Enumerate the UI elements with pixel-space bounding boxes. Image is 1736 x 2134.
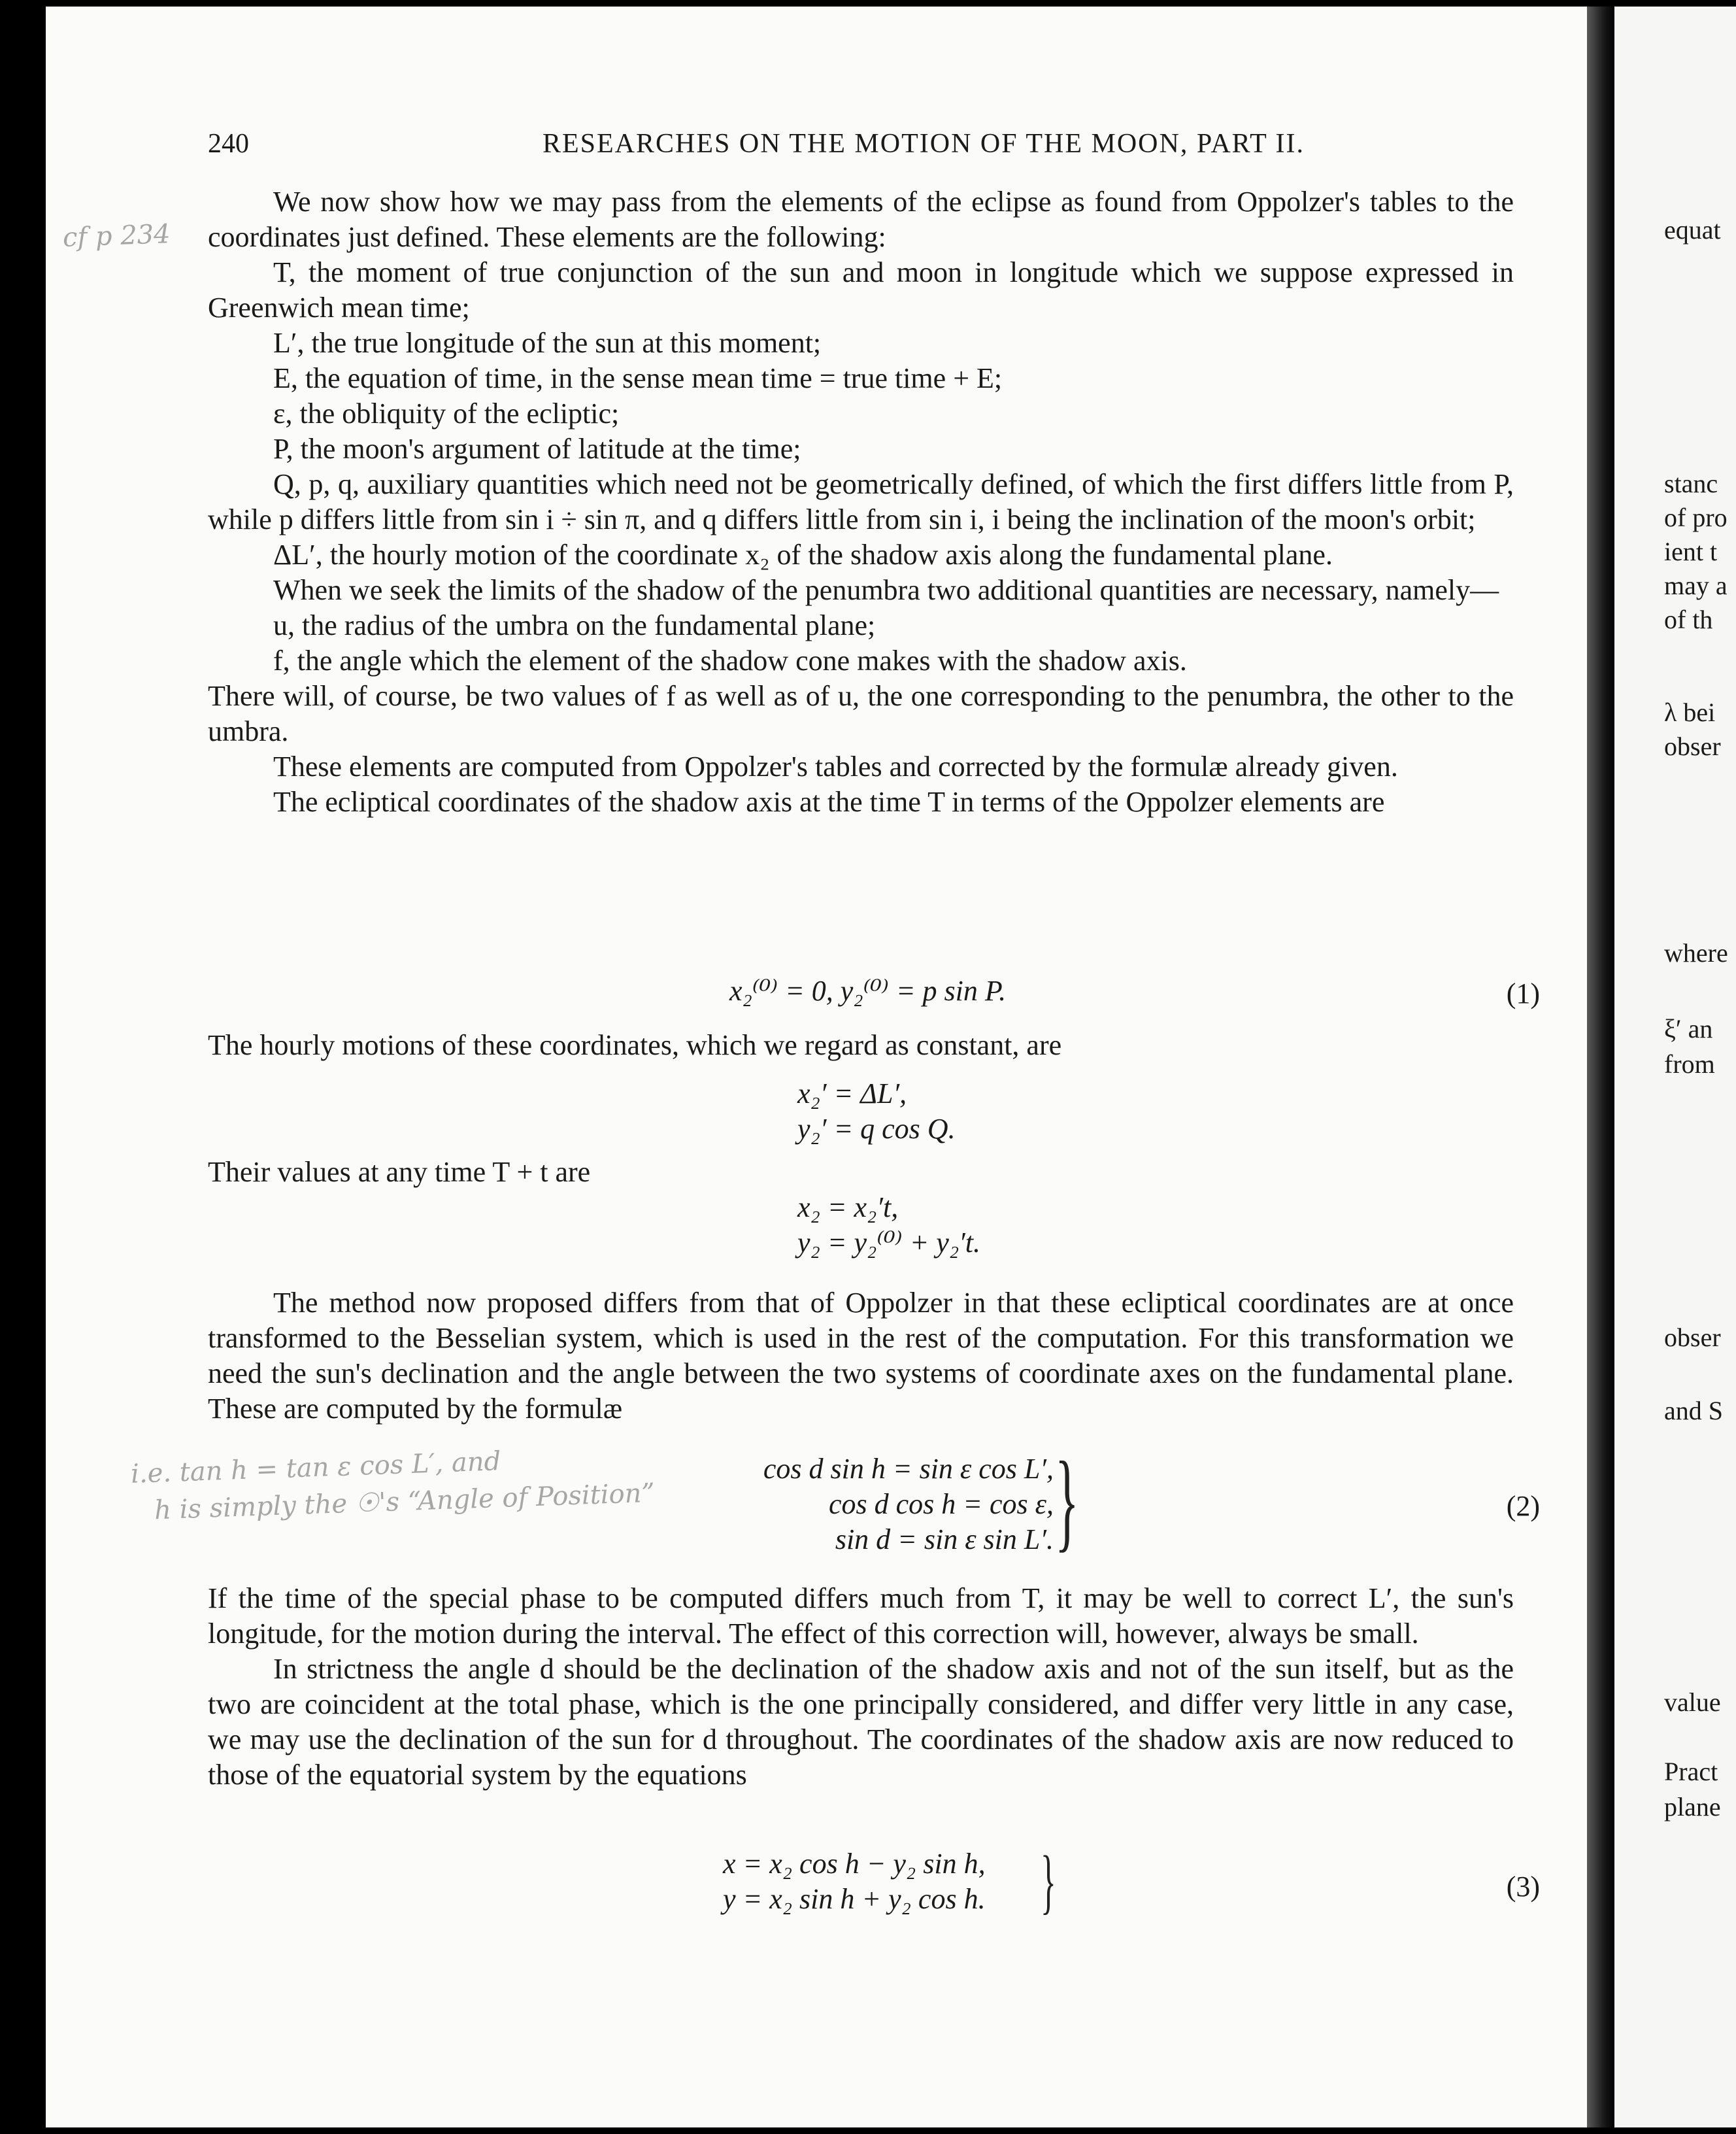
text-block-correction: [208, 1581, 1514, 1793]
equation-values: [797, 1190, 980, 1261]
paragraph: There will, of course, be two values of f as well as of u, the one corresponding to the penumbra, the other to the umbra.: [208, 680, 1514, 747]
equation-line: y = x₂ sin h + y₂ cos h.: [723, 1883, 986, 1915]
paragraph: These elements are computed from Oppolzer's tables and corrected by the formulæ already given.: [273, 751, 1398, 783]
book-gutter: [1587, 7, 1614, 2127]
text-block-method: [208, 1285, 1514, 1427]
paragraph: If the time of the special phase to be computed differs much from T, it may be well to correct L′, the sun's longitude, for the motion during the interval. The effect of this correction will, however, always be small.: [208, 1582, 1514, 1650]
facing-fragment: and S: [1664, 1396, 1723, 1425]
facing-fragment: ient t: [1664, 537, 1718, 566]
paragraph: E, the equation of time, in the sense mean time = true time + E;: [273, 362, 1003, 394]
equation-line: y₂ = y₂⁽⁰⁾ + y₂′t.: [797, 1227, 980, 1259]
brace-equation-3: }: [1041, 1841, 1056, 1921]
paragraph: u, the radius of the umbra on the fundamental plane;: [273, 609, 876, 641]
equation-number-1: (1): [1506, 977, 1540, 1009]
facing-fragment: from: [1664, 1049, 1715, 1079]
facing-fragment: λ bei: [1664, 698, 1716, 727]
paragraph: The ecliptical coordinates of the shadow axis at the time T in terms of the Oppolzer elements are: [273, 786, 1385, 818]
paragraph: Their values at any time T + t are: [208, 1156, 591, 1188]
margin-note-middle-line1: i.e. tan h = tan ε cos L′, and: [130, 1446, 501, 1489]
paragraph: The method now proposed differs from that of Oppolzer in that these ecliptical coordinates are at once transformed to the Besselian system, which is used in the rest of the computation. For this transformation we need the sun's declination and the angle between the two systems of coordinate axes on the fundamental plane. These are computed by the formulæ: [208, 1287, 1514, 1425]
facing-fragment: may a: [1664, 571, 1728, 600]
facing-page: [1614, 7, 1736, 2127]
paragraph: f, the angle which the element of the shadow cone makes with the shadow axis.: [273, 645, 1187, 677]
paragraph: P, the moon's argument of latitude at the time;: [273, 433, 801, 465]
equation-hourly-motions: [797, 1076, 956, 1147]
paragraph: ε, the obliquity of the ecliptic;: [273, 398, 620, 430]
equation-line: sin d = sin ε sin L′.: [835, 1523, 1054, 1555]
paragraph: Q, p, q, auxiliary quantities which need not be geometrically defined, of which the first differs little from P, while p differs little from sin i ÷ sin π, and q differs little from sin i, i being the inclination of the moon's orbit;: [208, 468, 1514, 535]
equation-line: x₂′ = ΔL′,: [797, 1077, 907, 1109]
facing-fragment: plane: [1664, 1792, 1721, 1821]
paragraph: We now show how we may pass from the elements of the eclipse as found from Oppolzer's tables to the coordinates just defined. These elements are the following:: [208, 186, 1514, 253]
equation-line: y₂′ = q cos Q.: [797, 1113, 956, 1145]
equation-line: x₂ = x₂′t,: [797, 1191, 899, 1223]
facing-fragment: of pro: [1664, 503, 1728, 532]
paragraph: ΔL′, the hourly motion of the coordinate x₂ of the shadow axis along the fundamental plane.: [273, 539, 1333, 571]
facing-fragment: ξ′ an: [1664, 1014, 1713, 1043]
facing-fragment: stanc: [1664, 469, 1718, 498]
paragraph: When we seek the limits of the shadow of the penumbra two additional quantities are necessary, namely—: [273, 574, 1499, 606]
paragraph: T, the moment of true conjunction of the sun and moon in longitude which we suppose expressed in Greenwich mean time;: [208, 256, 1514, 324]
facing-fragment: of th: [1664, 605, 1713, 634]
facing-fragment: obser: [1664, 1323, 1721, 1352]
brace-equation-2: }: [1055, 1439, 1079, 1562]
equation-line: cos d cos h = cos ε,: [829, 1488, 1054, 1520]
equation-line: cos d sin h = sin ε cos L′,: [763, 1453, 1054, 1485]
equation-3: [723, 1846, 986, 1917]
margin-note-middle-line2: h is simply the ☉'s “Angle of Position”: [154, 1478, 656, 1526]
facing-fragment: obser: [1664, 732, 1721, 761]
paragraph: The hourly motions of these coordinates, which we regard as constant, are: [208, 1029, 1062, 1061]
paragraph: L′, the true longitude of the sun at this moment;: [273, 327, 822, 359]
facing-fragment: Pract: [1664, 1757, 1718, 1786]
facing-fragment: value: [1664, 1687, 1721, 1717]
page-number: 240: [208, 129, 249, 159]
facing-fragment: equat: [1664, 215, 1721, 245]
margin-note-top: cf p 234: [62, 219, 171, 253]
equation-number-3: (3): [1506, 1871, 1540, 1903]
running-title: RESEARCHES ON THE MOTION OF THE MOON, PART II.: [542, 129, 1305, 159]
text-block-hourly: [208, 1028, 1514, 1063]
paragraph: In strictness the angle d should be the declination of the shadow axis and not of the sun itself, but as the two are coincident at the total phase, which is the one principally considered, and differ very little in any case, we may use the declination of the sun for d throughout. The coordinates of the shadow axis are now reduced to those of the equatorial system by the equations: [208, 1653, 1514, 1791]
text-block-elements: [208, 184, 1514, 820]
equation-line: x = x₂ cos h − y₂ sin h,: [723, 1848, 986, 1880]
facing-fragment: where: [1664, 938, 1728, 968]
equation-1: x₂⁽⁰⁾ = 0, y₂⁽⁰⁾ = p sin P.: [729, 975, 1007, 1007]
equation-2: [703, 1451, 1054, 1557]
text-block-values: [208, 1155, 1514, 1190]
equation-number-2: (2): [1506, 1490, 1540, 1522]
